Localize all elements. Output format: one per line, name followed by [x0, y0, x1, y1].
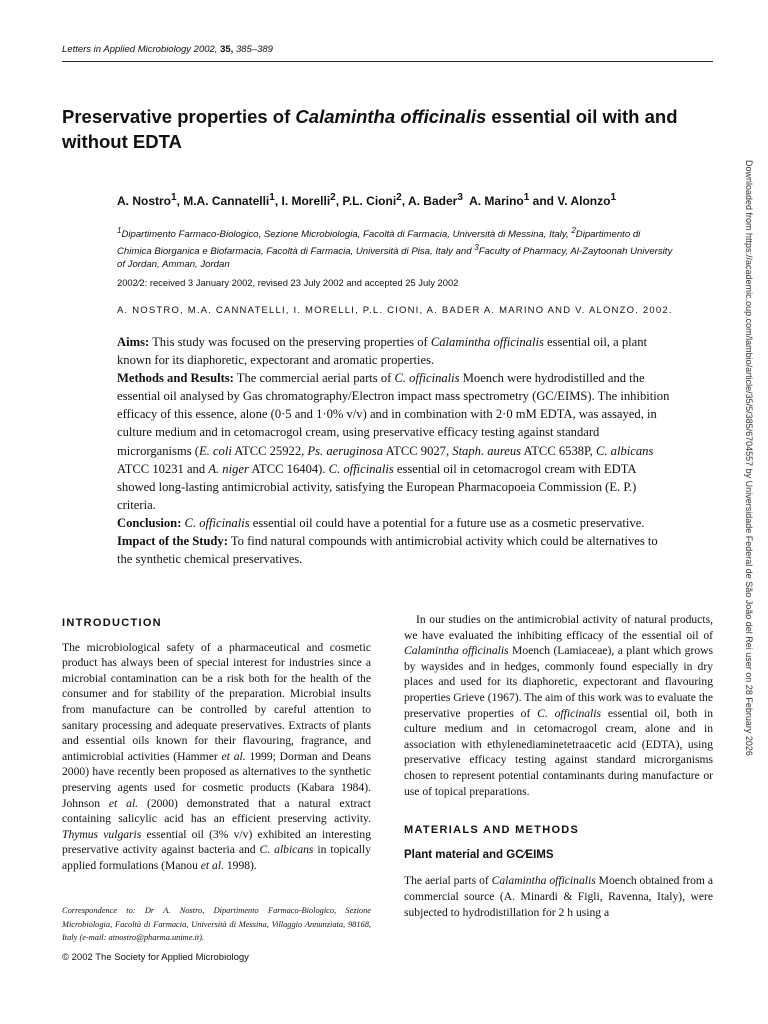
- author: A. Nostro: [117, 194, 171, 208]
- abstract-text: This study was focused on the preserving properties of: [149, 335, 431, 349]
- title-species: Calamintha officinalis: [295, 106, 487, 127]
- abstract-label: Conclusion:: [117, 515, 182, 530]
- affiliation: Faculty of Pharmacy, Al-Zaytoonah University of Jordan, Amman, Jordan: [117, 246, 673, 271]
- body-text: In our studies on the antimicrobial activity of natural products, we have evaluated the inhibiting efficacy of the essential oil of: [404, 613, 713, 642]
- body-text: essential oil, both in culture medium and in cetomacrogol cream, alone and in association with ethylenediaminetetraacetic acid (EDTA), using preservative efficacy testing against standard microrganisms chosen to represent potential contaminants during manufacture or use of topical preparations.: [404, 706, 713, 798]
- author: A. Marino: [462, 194, 524, 208]
- body-text: 1999; Dorman and Deans 2000) have recently been proposed as alternatives to the synthetic preserving agents used for cosmetic products (Kabara 1984). Johnson: [62, 749, 371, 810]
- abstract-text: ATCC 6538P,: [521, 443, 596, 458]
- subsection-heading: Plant material and GC⁄EIMS: [404, 848, 554, 861]
- abstract-text: Moench were hydrodistilled and the essential oil analysed by Gas chromatography/Electron impact mass spectrometry (GC/EIMS). The inhibition efficacy of this essence, alone (0·5 and 1·0% v/v) and in combination with 2·0 mM EDTA, was assayed, in culture medium and in cetomacrogol cream, using preservative efficacy testing against standard microrganisms (: [117, 371, 670, 458]
- title-part: essential oil with and without EDTA: [62, 106, 678, 152]
- body-italic: Calamintha officinalis: [404, 644, 509, 658]
- body-italic: C. officinalis: [537, 706, 601, 720]
- affil-mark: 2: [571, 226, 576, 235]
- journal-pages: 385–389: [235, 44, 273, 55]
- abstract-text: essential oil in cetomacrogol cream with EDTA showed long-lasting antimicrobial activity, satisfying the European Pharmacopoeia Commission (E. P.) criteria.: [117, 461, 637, 512]
- section-heading-introduction: INTRODUCTION: [62, 617, 162, 629]
- abstract-label: Aims:: [117, 335, 150, 349]
- author-list: [117, 189, 677, 210]
- affiliations: [117, 224, 677, 271]
- author-affil-mark: 2: [396, 192, 402, 203]
- abstract-species: C. albicans: [595, 443, 654, 458]
- author-affil-mark: 2: [330, 192, 336, 203]
- header-rule: [62, 61, 713, 62]
- journal-volume: 35,: [220, 44, 234, 55]
- body-text: Moench (Lamiaceae), a plant which grows by waysides and in hedges, commonly found especially in dry places and used for its diaphoretic, expectorant and flavouring properties Grieve (1967). The aim of this work was to evaluate the preservative properties of: [404, 644, 714, 720]
- abstract-text: essential oil, a plant known for its diaphoretic, expectorant and aromatic properties.: [117, 335, 648, 368]
- body-text: 1998).: [223, 858, 257, 872]
- body-italic: Thymus vulgaris: [62, 827, 142, 841]
- author: , P.L. Cioni: [335, 194, 397, 208]
- body-text: in topically applied formulations (Manou: [62, 843, 371, 872]
- abstract-species: E. coli: [198, 443, 232, 458]
- body-italic: Calamintha officinalis: [491, 874, 596, 888]
- body-italic: et al.: [108, 796, 139, 810]
- journal-header: [62, 44, 273, 55]
- body-paragraph: [404, 612, 713, 799]
- author-affil-mark: 1: [610, 192, 617, 203]
- download-watermark-text: Downloaded from https://academic.oup.com/lambio/article/35/5/385/6704557 by Universidade Federal de São João del Rei user on 28 February 2026: [744, 160, 754, 756]
- body-text: Moench obtained from a commercial source (A. Minardi & Figli, Ravenna, Italy), were subjected to hydrodistillation for 2 h using a: [404, 874, 713, 919]
- affiliation: Dipartimento Farmaco-Biologico, Sezione Microbiologia, Facoltà di Farmacia, Università di Messina, Italy,: [121, 229, 569, 241]
- abstract-species: Ps. aeruginosa: [307, 443, 383, 458]
- correspondence-note: Correspondence to: Dr A. Nostro, Dipartimento Farmaco-Biologico, Sezione Microbiologia, Facoltà di Farmacia, Università di Messina, Villaggio Annunziata, 98168, Italy (e-mail: atnostro@pharma.unime.it).: [62, 906, 371, 942]
- author-affil-mark: 1: [171, 192, 177, 203]
- affil-mark: 1: [117, 226, 122, 235]
- abstract-species: Staph. aureus: [452, 443, 522, 458]
- abstract-species: A. niger: [208, 461, 249, 476]
- article-title: [62, 104, 722, 154]
- abstract-methods: [117, 369, 672, 514]
- abstract-text: ATCC 16404).: [248, 461, 329, 476]
- body-text: essential oil (3% v/v) exhibited an interesting preservative activity against bacteria and: [62, 827, 371, 857]
- abstract-label: Impact of the Study:: [117, 534, 228, 549]
- intro-paragraph: [62, 640, 371, 874]
- abstract-label: Methods and Results:: [117, 371, 234, 386]
- abstract-text: ATCC 25922,: [231, 443, 308, 458]
- author-affil-mark: 1: [269, 192, 275, 203]
- author: , A. Bader: [401, 194, 458, 208]
- affil-mark: 3: [474, 243, 479, 253]
- abstract-species: Calamintha officinalis: [430, 335, 544, 349]
- right-column: [404, 612, 713, 920]
- body-text: The aerial parts of: [404, 874, 492, 888]
- author: , M.A. Cannatelli: [176, 194, 270, 208]
- abstract-text: ATCC 10231 and: [117, 461, 209, 476]
- abstract-impact: [117, 532, 672, 568]
- citation-line: A. NOSTRO, M.A. CANNATELLI, I. MORELLI, P.L. CIONI, A. BADER A. MARINO AND V. ALONZO. 2002.: [117, 305, 673, 316]
- body-italic: C. albicans: [259, 843, 314, 857]
- abstract-text: essential oil could have a potential for a future use as a cosmetic preservative.: [249, 515, 645, 530]
- body-italic: et al.: [200, 858, 224, 872]
- body-text: (2000) demonstrated that a natural extract containing salicylic acid has an efficient preserving activity.: [62, 796, 371, 826]
- author: , I. Morelli: [274, 194, 331, 208]
- abstract-species: C. officinalis: [394, 371, 460, 386]
- author: and V. Alonzo: [529, 194, 611, 208]
- received-dates: 2002⁄2: received 3 January 2002, revised 23 July 2002 and accepted 25 July 2002: [117, 277, 459, 288]
- title-part: Preservative properties of: [62, 106, 296, 127]
- left-column: [62, 616, 371, 874]
- abstract-conclusion: [117, 514, 672, 532]
- abstract-text: To find natural compounds with antimicrobial activity which could be alternatives to the synthetic chemical preservatives.: [117, 534, 658, 567]
- abstract-species: C. officinalis: [328, 461, 394, 476]
- body-paragraph: [404, 873, 713, 920]
- section-heading-methods: MATERIALS AND METHODS: [404, 824, 580, 837]
- author-affil-mark: 1: [523, 192, 530, 203]
- abstract-aims: [117, 333, 672, 369]
- abstract: [117, 333, 672, 568]
- journal-year: 2002,: [193, 44, 218, 55]
- journal-name: Letters in Applied Microbiology: [62, 44, 192, 55]
- abstract-species: C. officinalis: [181, 515, 250, 530]
- affiliation: Dipartimento di Chimica Biorganica e Biofarmacia, Facoltà di Farmacia, Università di Pisa, Italy and: [117, 229, 641, 258]
- body-text: The microbiological safety of a pharmaceutical and cosmetic product has always been of special interest for industries since a microbial contamination can be a risk both for the health of the consumer and for stability of the preparation. Microbial insults from manufacture can be controlled by careful attention to sanitary processing and adequate preservatives. Extracts of plants and essential oils known for their flavouring, fragrance, and antimicrobial activities (Hammer: [62, 640, 371, 763]
- body-italic: et al.: [221, 749, 246, 763]
- abstract-text: The commercial aerial parts of: [233, 371, 395, 386]
- author-affil-mark: 3: [457, 192, 463, 203]
- copyright-notice: © 2002 The Society for Applied Microbiology: [62, 952, 249, 963]
- abstract-text: ATCC 9027,: [382, 443, 453, 458]
